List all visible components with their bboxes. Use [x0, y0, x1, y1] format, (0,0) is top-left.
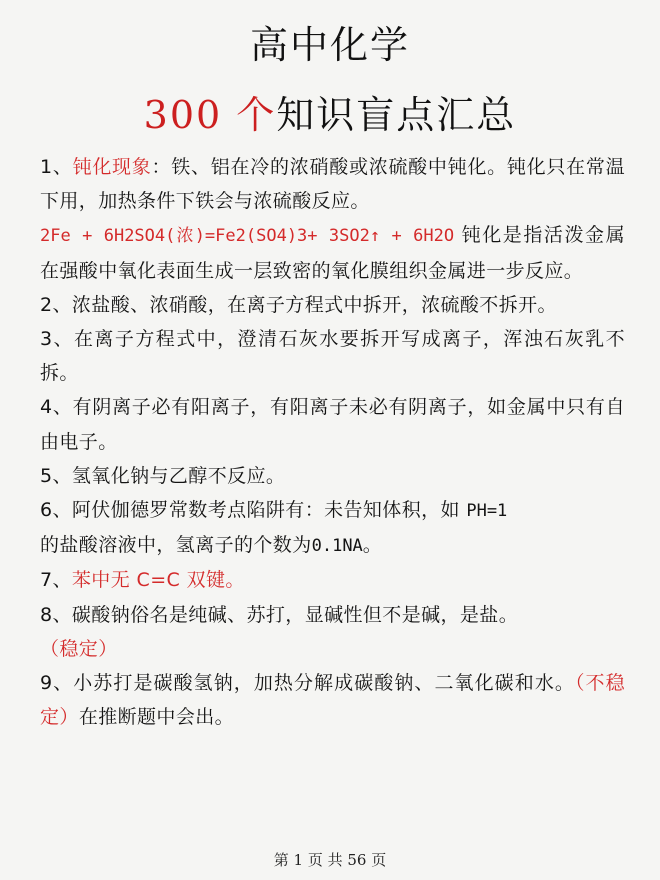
ion-count: 0.1NA [311, 536, 363, 557]
item-number: 7、 [40, 569, 72, 592]
list-item-8 [40, 598, 625, 666]
list-item-1 [40, 150, 625, 288]
item-number: 3、 [40, 328, 74, 351]
item-text: 碳酸钠俗名是纯碱、苏打，显碱性但不是碱，是盐。 [71, 603, 519, 626]
list-item-3 [40, 322, 625, 390]
item-number: 9、 [40, 672, 74, 695]
stability-note: （不稳定） [40, 672, 625, 729]
page-number-footer: 第 1 页 共 56 页 [273, 851, 387, 869]
item-text: 在离子方程式中，澄清石灰水要拆开写成离子，浑浊石灰乳不拆。 [40, 328, 625, 385]
item-text: 氢氧化钠与乙醇不反应。 [71, 464, 286, 487]
item-text-continued: 钝化是指活泼金属在强酸中氧化表面生成一层致密的氧化膜组织金属进一步反应。 [40, 224, 625, 282]
list-item-2 [40, 288, 625, 322]
list-item-7 [40, 563, 625, 597]
item-number: 2、 [40, 293, 72, 316]
chemical-equation: 2Fe + 6H2SO4(浓)=Fe2(SO4)3+ 3SO2↑ + 6H2O [40, 226, 455, 247]
item-text: ：铁、铝在冷的浓硝酸或浓硫酸中钝化。钝化只在常温下用，加热条件下铁会与浓硫酸反应。 [40, 156, 625, 213]
item-number: 5、 [40, 464, 72, 487]
subtitle-count: 300 个 [143, 93, 277, 137]
item-number: 4、 [40, 396, 73, 419]
item-text-highlight: 苯中无 C=C 双键。 [71, 569, 245, 592]
stability-note: （稳定） [40, 637, 118, 660]
item-text: 有阴离子必有阳离子，有阳离子未必有阴离子，如金属中只有自由电子。 [40, 396, 626, 453]
item-number: 6、 [40, 499, 72, 522]
page-title: 高中化学 [249, 23, 410, 67]
ph-value: PH=1 [466, 501, 508, 522]
item-text-continued: 的盐酸溶液中，氢离子的个数为 [40, 534, 312, 557]
list-item-5 [40, 459, 625, 493]
knowledge-list [40, 150, 625, 734]
list-item-4 [40, 390, 625, 458]
page-subtitle [0, 88, 660, 142]
item-text-continued: 在推断题中会出。 [78, 706, 235, 729]
item-text: 阿伏伽德罗常数考点陷阱有：未告知体积，如 [71, 499, 467, 522]
item-text-end: 。 [362, 534, 383, 557]
item-text: 小苏打是碳酸氢钠，加热分解成碳酸钠、二氧化碳和水。 [73, 672, 575, 695]
subtitle-text: 知识盲点汇总 [276, 93, 517, 137]
list-item-9 [40, 666, 625, 734]
item-term: 钝化现象 [72, 156, 152, 178]
item-number: 1、 [40, 156, 73, 178]
item-text: 浓盐酸、浓硝酸，在离子方程式中拆开，浓硫酸不拆开。 [71, 293, 557, 316]
title-block [0, 18, 660, 142]
list-item-6 [40, 493, 625, 563]
item-number: 8、 [40, 603, 72, 626]
